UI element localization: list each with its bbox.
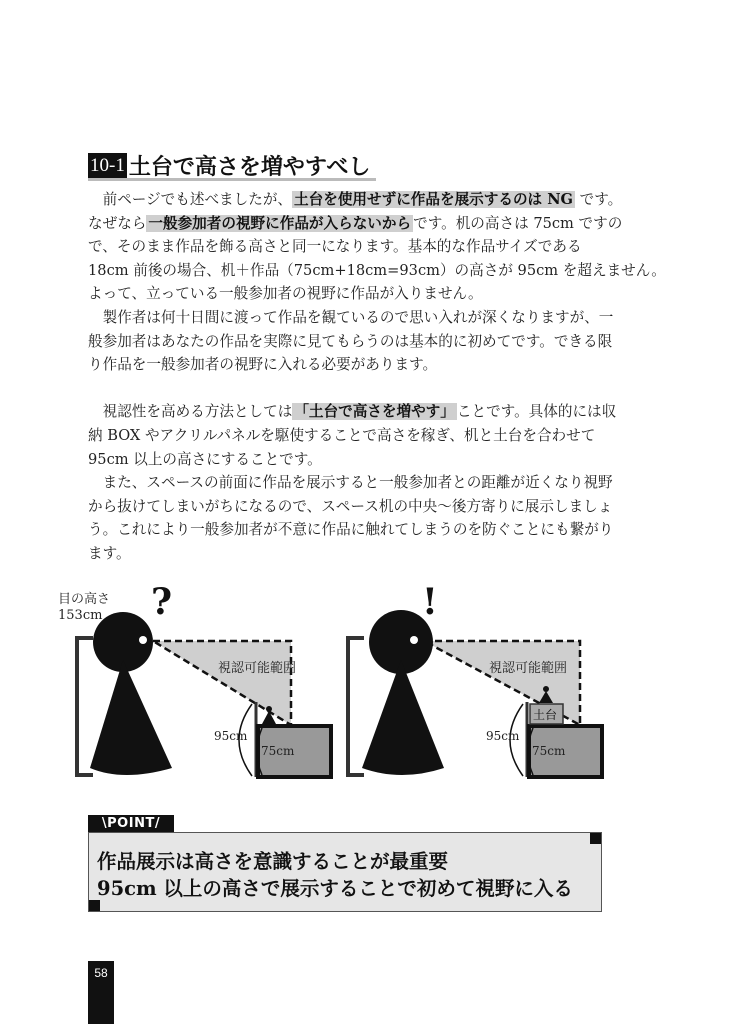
text-line — [88, 400, 617, 424]
text-line — [88, 306, 614, 330]
scene-without-stand — [58, 581, 331, 777]
text-line — [88, 212, 623, 236]
text-segment: です。 — [575, 191, 623, 208]
stand-label: 土台 — [533, 708, 558, 722]
highlighted-text: 一般参加者の視野に作品が入らないから — [148, 214, 412, 232]
text-line — [88, 282, 608, 306]
eye-height-value: 153cm — [58, 608, 103, 623]
height-75-label: 75cm — [261, 744, 295, 758]
page-number: 58 — [94, 966, 108, 980]
text-line — [88, 518, 614, 542]
text-line — [88, 471, 613, 495]
exclamation-mark: ! — [422, 581, 438, 623]
text-segment: 納 BOX やアクリルパネルを駆使することで高さを稼ぎ、机と土台を合わせて — [88, 426, 596, 444]
point-box — [88, 832, 602, 912]
section-heading: 土台で高さを増やすべし — [128, 153, 371, 180]
text-line — [88, 495, 613, 519]
question-mark: ? — [151, 581, 173, 623]
text-segment: ことです。具体的には収 — [456, 403, 617, 421]
person-body — [362, 660, 444, 775]
text-segment: 般参加者はあなたの作品を実際に見てもらうのは基本的に初めてです。できる限 — [88, 332, 613, 350]
text-line — [88, 542, 608, 566]
visible-range-label: 視認可能範囲 — [489, 661, 568, 676]
person-eye — [139, 636, 147, 644]
point-line-1: 作品展示は高さを意識することが最重要 — [97, 850, 449, 873]
text-line — [88, 330, 613, 354]
text-segment: よって、立っている一般参加者の視野に作品が入りません。 — [88, 285, 483, 303]
eye-height-label: 目の高さ — [58, 592, 111, 607]
text-segment: 製作者は何十日間に渡って作品を観ているので思い入れが深くなりますが、一 — [88, 308, 614, 326]
corner-mark — [89, 900, 100, 911]
text-line — [88, 188, 623, 212]
text-segment: から抜けてしまいがちになるので、スペース机の中央～後方寄りに展示しましょ — [88, 497, 613, 515]
text-segment: ます。 — [88, 544, 131, 562]
paragraph-gap — [88, 377, 608, 401]
highlighted-text: 土台を使用せずに作品を展示するのは NG — [294, 191, 574, 208]
section-title — [88, 152, 376, 181]
text-segment: り作品を一般参加者の視野に入れる必要があります。 — [88, 356, 438, 374]
text-segment: う。これにより一般参加者が不意に作品に触れてしまうのを防ぐことにも繋がり — [88, 521, 614, 539]
text-segment: なぜなら — [88, 214, 147, 232]
text-segment: 視認性を高める方法としては — [88, 403, 293, 421]
corner-mark — [590, 833, 601, 844]
text-segment: 18cm 前後の場合、机＋作品（75cm+18cm=93cm）の高さが 95cm を超えません。 — [88, 261, 666, 279]
text-line — [88, 448, 608, 472]
height-75-label: 75cm — [532, 744, 566, 758]
scene-with-stand — [348, 581, 602, 777]
point-line-2: 95cm 以上の高さで展示することで初めて視野に入る — [97, 877, 573, 900]
text-segment: で、そのまま作品を飾る高さと同一になります。基本的な作品サイズである — [88, 238, 582, 256]
point-tag: \POINT/ — [88, 815, 174, 832]
body-text — [88, 188, 666, 566]
text-line — [88, 424, 608, 448]
text-line — [88, 235, 608, 259]
person-eye — [410, 636, 418, 644]
visible-range-label: 視認可能範囲 — [218, 661, 297, 676]
eye-height-bracket — [348, 638, 364, 775]
text-segment: です。机の高さは 75cm ですの — [413, 214, 623, 232]
eye-height-bracket — [77, 638, 93, 775]
text-segment: また、スペースの前面に作品を展示すると一般参加者との距離が近くなり視野 — [88, 474, 613, 492]
page-number-tab — [88, 961, 114, 1024]
text-segment: 95cm 以上の高さにすることです。 — [88, 450, 322, 468]
height-95-label: 95cm — [486, 729, 520, 743]
section-number: 10-1 — [90, 154, 125, 176]
height-diagram — [0, 570, 730, 790]
height-95-label: 95cm — [214, 729, 248, 743]
highlighted-text: 「土台で高さを増やす」 — [294, 403, 455, 421]
text-line — [88, 259, 666, 283]
text-segment: 前ページでも述べましたが、 — [88, 191, 293, 208]
person-body — [90, 660, 172, 775]
text-line — [88, 353, 608, 377]
